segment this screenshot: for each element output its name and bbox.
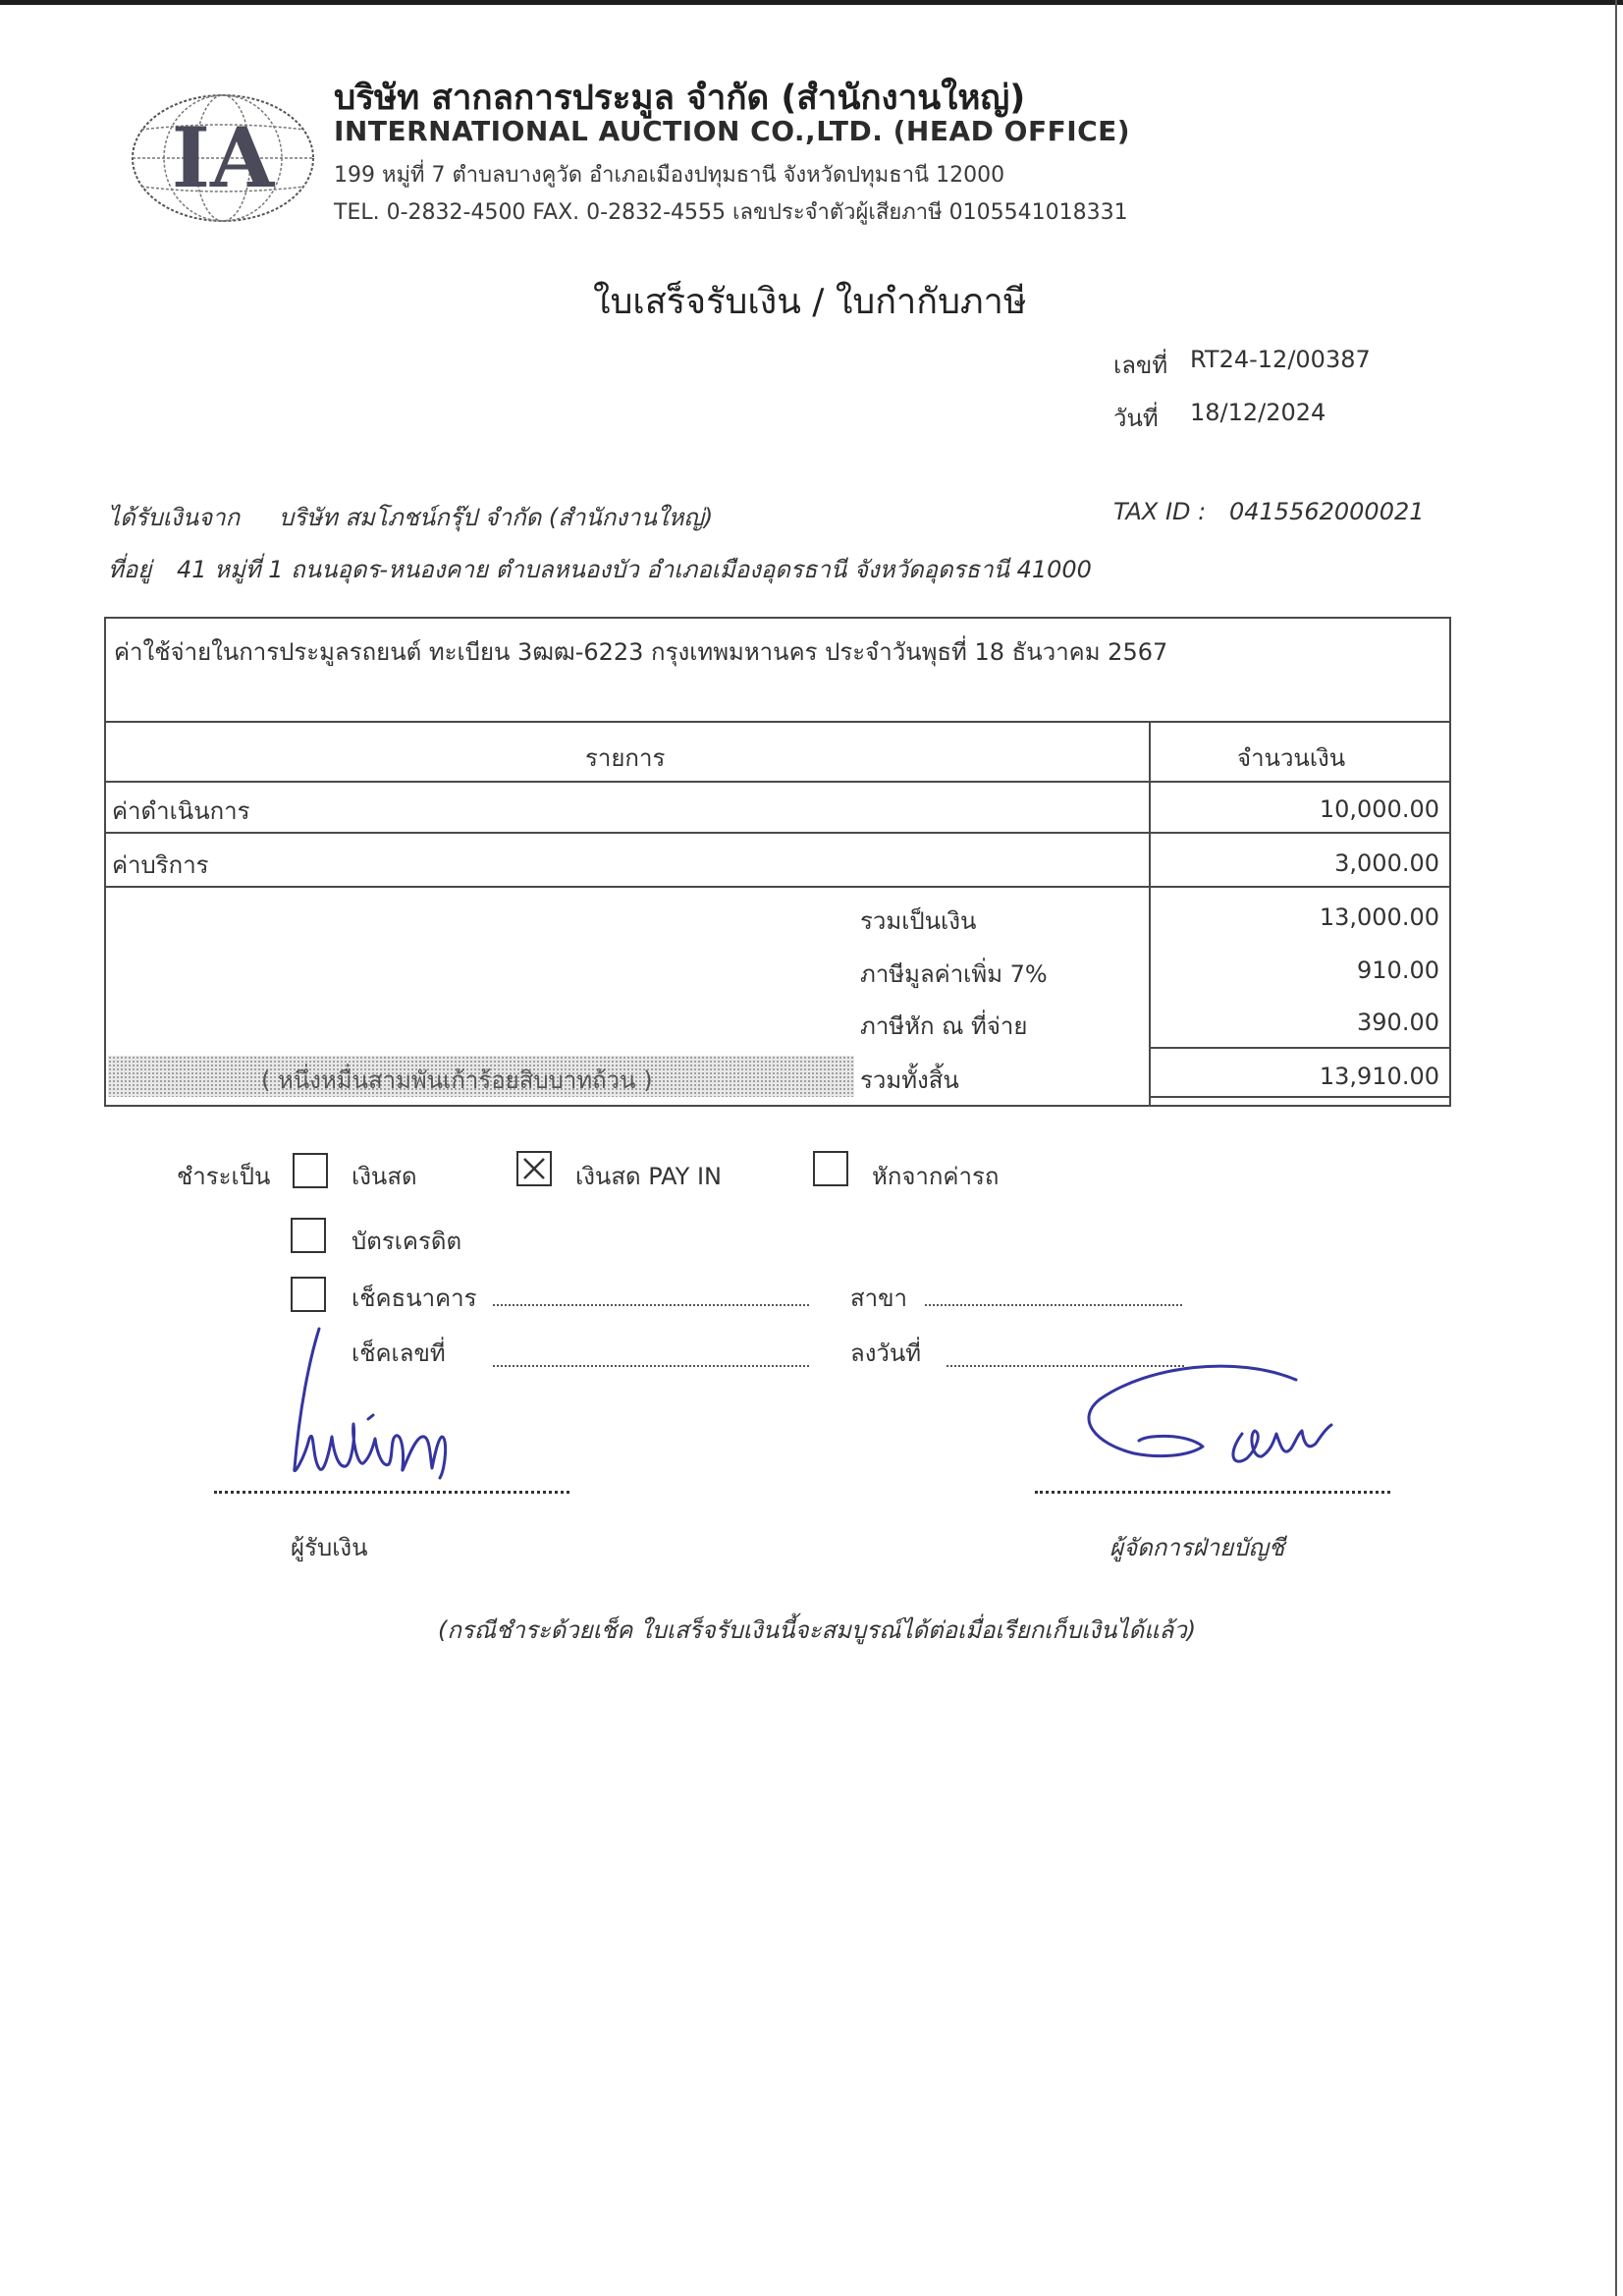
document-date-label: วันที่ xyxy=(1113,405,1159,432)
payment-label: ชำระเป็น xyxy=(177,1163,271,1190)
manager-signature-line xyxy=(1035,1491,1390,1494)
document-date: 18/12/2024 xyxy=(1190,399,1326,426)
deduct-from-car-label: หักจากค่ารถ xyxy=(872,1163,1000,1190)
tax-id-label: TAX ID : xyxy=(1113,498,1207,525)
table-row-item: ค่าดำเนินการ xyxy=(112,797,250,825)
manager-signature-icon xyxy=(1080,1360,1365,1488)
grand-total-amount: 13,910.00 xyxy=(1319,1063,1439,1090)
cheque-date-label: ลงวันที่ xyxy=(850,1339,922,1367)
receiver-signature-icon xyxy=(265,1321,461,1493)
table-header-amount: จำนวนเงิน xyxy=(1237,744,1346,772)
table-divider xyxy=(104,886,1451,888)
cheque-number-field[interactable] xyxy=(493,1365,809,1367)
table-divider xyxy=(1151,1096,1451,1098)
table-divider xyxy=(1151,1047,1451,1049)
vat-amount: 910.00 xyxy=(1357,957,1439,984)
amount-in-words: ( หนึ่งหมื่นสามพันเก้าร้อยสิบบาทถ้วน ) xyxy=(261,1066,653,1094)
withholding-tax-label: ภาษีหัก ณ ที่จ่าย xyxy=(860,1012,1028,1040)
table-divider xyxy=(104,832,1451,834)
table-divider xyxy=(104,781,1451,783)
grand-total-label: รวมทั้งสิ้น xyxy=(860,1066,959,1094)
address-label: ที่อยู่ xyxy=(108,556,152,583)
document-number-label: เลขที่ xyxy=(1113,352,1168,379)
tax-id: 0415562000021 xyxy=(1229,498,1425,525)
branch-label: สาขา xyxy=(850,1285,908,1312)
bank-cheque-field[interactable] xyxy=(493,1304,809,1306)
company-logo xyxy=(128,90,318,226)
document-title: ใบเสร็จรับเงิน / ใบกำกับภาษี xyxy=(593,282,1027,322)
subtotal-label: รวมเป็นเงิน xyxy=(860,907,977,935)
credit-card-checkbox[interactable] xyxy=(291,1218,326,1253)
cash-pay-in-checkbox[interactable] xyxy=(516,1151,552,1186)
customer-address: 41 หมู่ที่ 1 ถนนอุดร-หนองคาย ตำบลหนองบัว อำเภอเมืองอุดรธานี จังหวัดอุดรธานี 41000 xyxy=(177,556,1092,583)
table-row-amount: 3,000.00 xyxy=(1334,849,1439,877)
receiver-label: ผู้รับเงิน xyxy=(291,1534,368,1561)
globe-logo-icon xyxy=(128,90,318,226)
manager-label: ผู้จัดการฝ่ายบัญชี xyxy=(1109,1534,1285,1561)
received-from-label: ได้รับเงินจาก xyxy=(108,504,241,531)
table-description: ค่าใช้จ่ายในการประมูลรถยนต์ ทะเบียน 3ฒฒ-6223 กรุงเทพมหานคร ประจำวันพุธที่ 18 ธันวาคม 2567 xyxy=(114,638,1168,666)
branch-field[interactable] xyxy=(925,1304,1182,1306)
table-divider xyxy=(104,721,1451,723)
customer-name: บริษัท สมโภชน์กรุ๊ป จำกัด (สำนักงานใหญ่) xyxy=(279,504,714,531)
cheque-number-label: เช็คเลขที่ xyxy=(352,1339,446,1367)
document-number: RT24-12/00387 xyxy=(1190,346,1371,373)
cash-pay-in-label: เงินสด PAY IN xyxy=(575,1163,723,1190)
deduct-from-car-checkbox[interactable] xyxy=(813,1151,848,1186)
check-x-icon xyxy=(522,1157,546,1180)
bank-cheque-checkbox[interactable] xyxy=(291,1277,326,1312)
table-row-amount: 10,000.00 xyxy=(1319,795,1439,823)
company-address: 199 หมู่ที่ 7 ตำบลบางคูวัด อำเภอเมืองปทุมธานี จังหวัดปทุมธานี 12000 xyxy=(334,163,1005,188)
receiver-signature-line xyxy=(214,1491,569,1494)
scan-edge-top xyxy=(0,0,1623,5)
table-header-item: รายการ xyxy=(585,744,666,772)
company-name-english: INTERNATIONAL AUCTION CO.,LTD. (HEAD OFFICE) xyxy=(334,115,1131,147)
company-contact: TEL. 0-2832-4500 FAX. 0-2832-4555 เลขประจำตัวผู้เสียภาษี 0105541018331 xyxy=(334,200,1128,225)
withholding-tax-amount: 390.00 xyxy=(1357,1009,1439,1036)
credit-card-label: บัตรเครดิต xyxy=(352,1228,462,1255)
subtotal-amount: 13,000.00 xyxy=(1319,903,1439,931)
table-row-item: ค่าบริการ xyxy=(112,851,209,879)
scan-edge-right xyxy=(1615,0,1617,2296)
company-name-thai: บริษัท สากลการประมูล จำกัด (สำนักงานใหญ่) xyxy=(334,79,1026,118)
logo-text: IA xyxy=(171,109,275,206)
bank-cheque-label: เช็คธนาคาร xyxy=(352,1285,477,1312)
vat-label: ภาษีมูลค่าเพิ่ม 7% xyxy=(860,960,1048,988)
cash-label: เงินสด xyxy=(352,1163,417,1190)
footer-note: (กรณีชำระด้วยเช็ค ใบเสร็จรับเงินนี้จะสมบูรณ์ได้ต่อเมื่อเรียกเก็บเงินได้แล้ว) xyxy=(438,1616,1197,1644)
cash-checkbox[interactable] xyxy=(293,1153,328,1188)
